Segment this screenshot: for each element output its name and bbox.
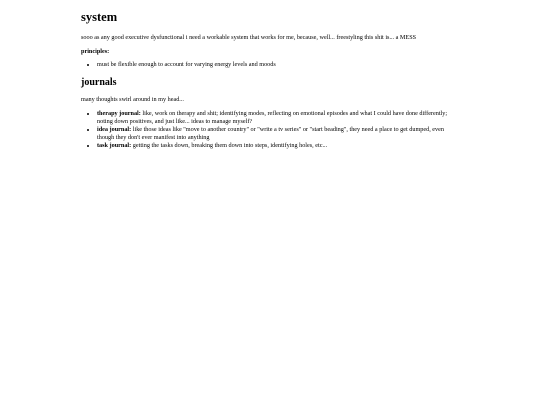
- intro-paragraph: sooo as any good executive dysfunctional i need a workable system that works for me, because, well... freestyling this shit is... a MESS: [81, 34, 417, 41]
- journal-item-therapy: [97, 110, 461, 126]
- principles-list: [81, 61, 461, 69]
- journal-name: idea journal:: [97, 126, 132, 133]
- journals-list: [81, 110, 461, 150]
- principles-label: principles:: [81, 48, 110, 55]
- journal-name: therapy journal:: [97, 110, 141, 117]
- journal-name: task journal:: [97, 142, 132, 149]
- journal-description: getting the tasks down, breaking them down into steps, identifying holes, etc...: [131, 142, 328, 149]
- journals-intro: many thoughts swirl around in my head...: [81, 96, 184, 103]
- journal-item-idea: [97, 126, 461, 142]
- journal-description: like those ideas like "move to another country" or "write a tv series" or "start beading", they need a place to get dumped, even though they don't ever manifest into anything: [97, 126, 444, 141]
- journals-heading: journals: [81, 77, 117, 88]
- principles-list-item: • must be flexible enough to account for varying energy levels and moods: [97, 61, 461, 69]
- page-title: system: [81, 10, 118, 24]
- document-content: [81, 10, 461, 158]
- journal-item-task: [97, 142, 461, 150]
- journal-description: like, work on therapy and shit; identifying modes, reflecting on emotional episodes and what I could have done differently; noting down positives, and just like... ideas to manage myself?: [97, 110, 448, 125]
